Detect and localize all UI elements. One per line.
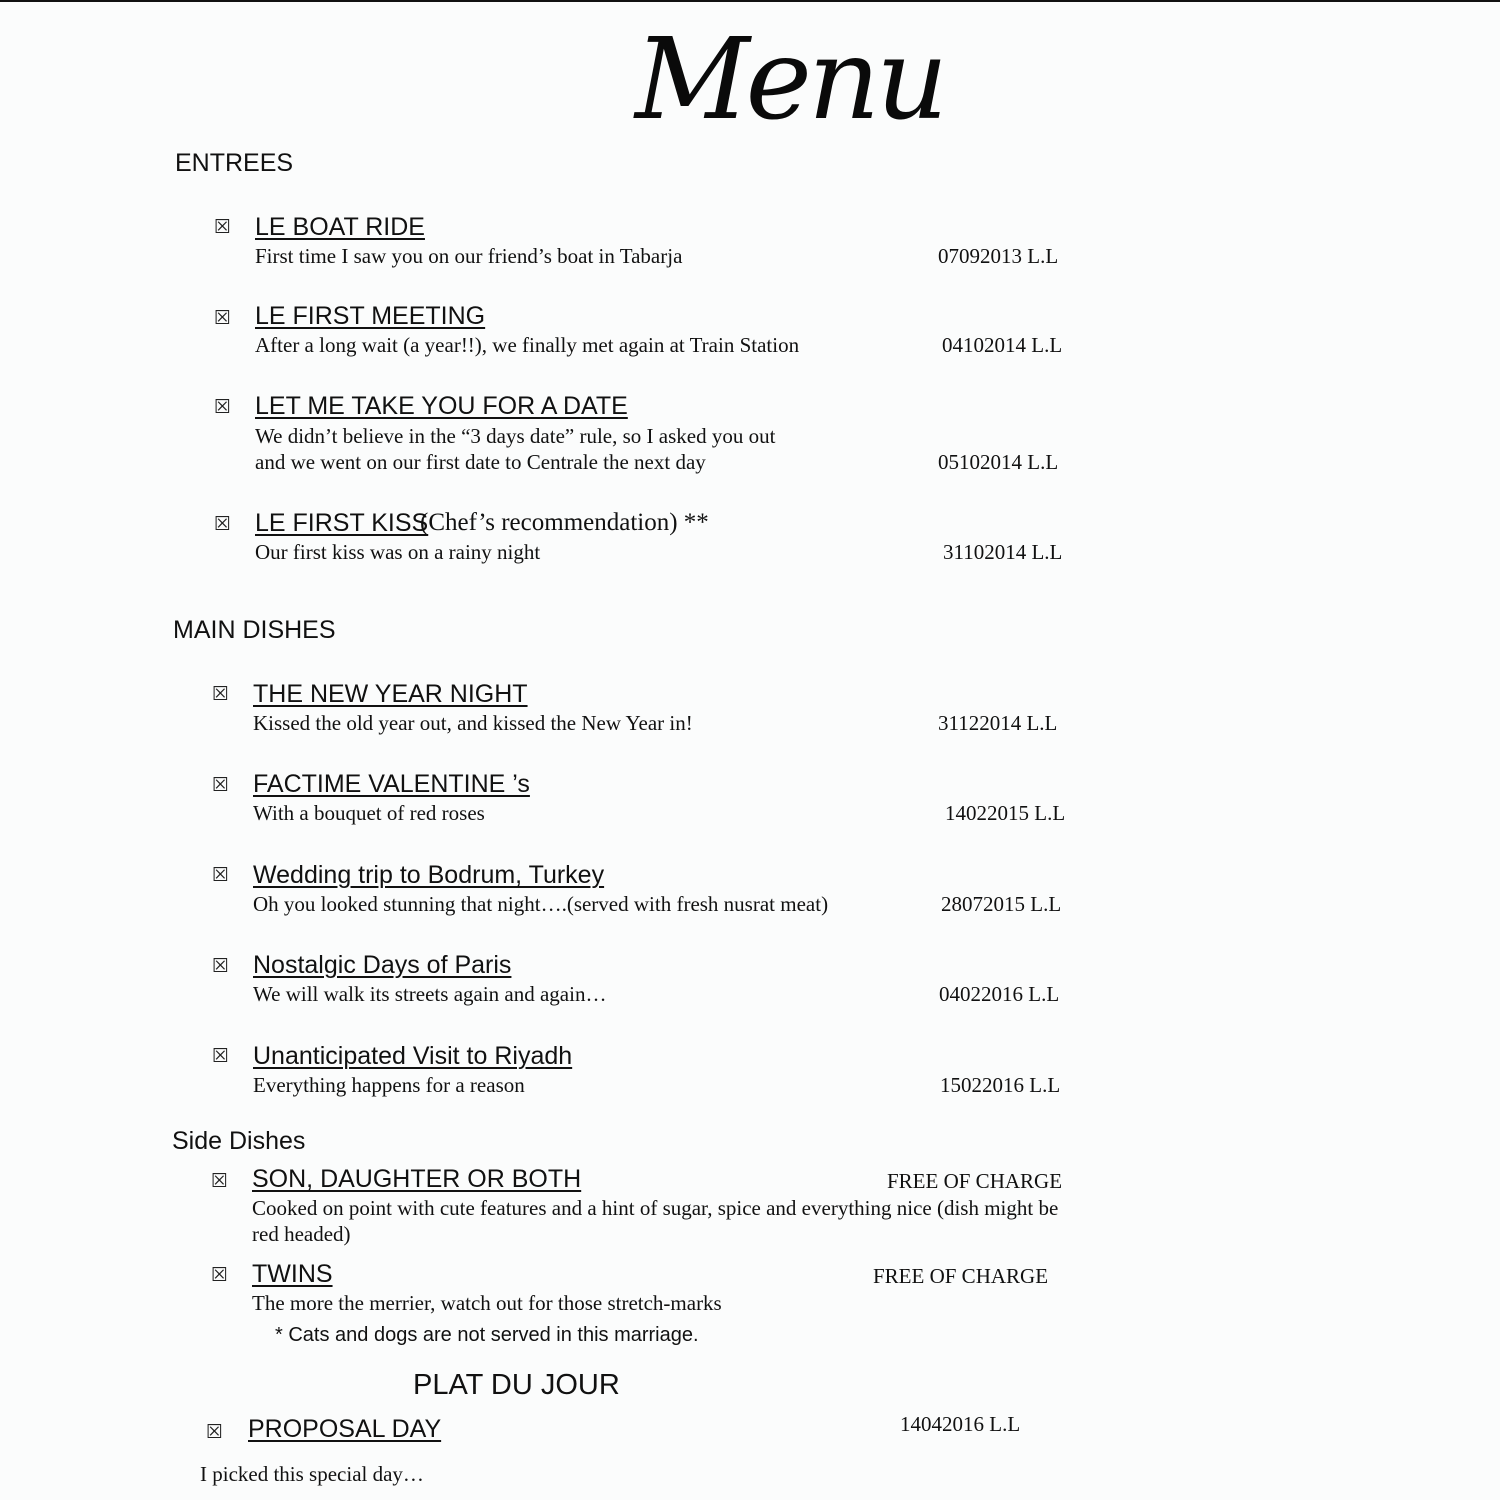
chef-recommendation-note: (Chef’s recommendation) ** bbox=[420, 509, 709, 536]
cats-dogs-footnote: * Cats and dogs are not served in this marriage. bbox=[275, 1324, 699, 1346]
section-heading-side-dishes: Side Dishes bbox=[172, 1127, 306, 1155]
menu-title: Menu bbox=[635, 15, 945, 145]
side-description-son-daughter: Cooked on point with cute features and a hint of sugar, spice and everything nice (dish might be red headed) bbox=[252, 1196, 1059, 1246]
entree-title-first-kiss: LE FIRST KISS bbox=[255, 509, 429, 537]
side-description-twins: The more the merrier, watch out for those stretch-marks bbox=[252, 1291, 722, 1315]
main-title-new-year: THE NEW YEAR NIGHT bbox=[253, 680, 528, 708]
main-description-new-year: Kissed the old year out, and kissed the New Year in! bbox=[253, 711, 693, 735]
main-description-valentine: With a bouquet of red roses bbox=[253, 801, 485, 825]
checkbox-icon: ☒ bbox=[206, 1421, 224, 1443]
main-price-valentine: 14022015 L.L bbox=[945, 801, 1066, 825]
entree-description-first-kiss: Our first kiss was on a rainy night bbox=[255, 540, 541, 564]
entree-description-boat-ride: First time I saw you on our friend’s boat in Tabarja bbox=[255, 244, 683, 268]
entree-price-first-meeting: 04102014 L.L bbox=[942, 333, 1063, 357]
entree-title-boat-ride: LE BOAT RIDE bbox=[255, 213, 425, 241]
main-title-bodrum: Wedding trip to Bodrum, Turkey bbox=[253, 861, 605, 889]
plat-description-proposal-day: I picked this special day… bbox=[200, 1462, 424, 1486]
entree-description-first-meeting: After a long wait (a year!!), we finally met again at Train Station bbox=[255, 333, 800, 357]
checkbox-icon: ☒ bbox=[214, 216, 232, 238]
section-heading-main-dishes: MAIN DISHES bbox=[173, 616, 336, 644]
main-price-paris: 04022016 L.L bbox=[939, 982, 1060, 1006]
side-title-twins: TWINS bbox=[252, 1260, 333, 1288]
side-price-twins: FREE OF CHARGE bbox=[873, 1264, 1049, 1288]
top-border-line bbox=[0, 0, 1500, 2]
checkbox-icon: ☒ bbox=[212, 683, 230, 705]
main-description-riyadh: Everything happens for a reason bbox=[253, 1073, 525, 1097]
main-price-bodrum: 28072015 L.L bbox=[941, 892, 1062, 916]
entree-price-boat-ride: 07092013 L.L bbox=[938, 244, 1059, 268]
main-description-paris: We will walk its streets again and again… bbox=[253, 982, 607, 1006]
checkbox-icon: ☒ bbox=[214, 396, 232, 418]
section-heading-entrees: ENTREES bbox=[175, 149, 294, 177]
checkbox-icon: ☒ bbox=[211, 1264, 229, 1286]
entree-description-first-date-line-2: and we went on our first date to Centrale the next day bbox=[255, 450, 706, 474]
plat-price-proposal-day: 14042016 L.L bbox=[900, 1412, 1021, 1436]
checkbox-icon: ☒ bbox=[212, 955, 230, 977]
entree-description-first-date-line-1: We didn’t believe in the “3 days date” rule, so I asked you out bbox=[255, 424, 776, 448]
checkbox-icon: ☒ bbox=[214, 307, 232, 329]
main-title-paris: Nostalgic Days of Paris bbox=[253, 951, 512, 979]
entree-price-first-kiss: 31102014 L.L bbox=[943, 540, 1063, 564]
section-heading-plat-du-jour: PLAT DU JOUR bbox=[413, 1369, 620, 1401]
plat-title-proposal-day: PROPOSAL DAY bbox=[248, 1415, 442, 1443]
side-price-son-daughter: FREE OF CHARGE bbox=[887, 1169, 1063, 1193]
main-description-bodrum: Oh you looked stunning that night….(served with fresh nusrat meat) bbox=[253, 892, 829, 916]
main-price-riyadh: 15022016 L.L bbox=[940, 1073, 1061, 1097]
main-title-valentine: FACTIME VALENTINE ’s bbox=[253, 770, 530, 798]
main-price-new-year: 31122014 L.L bbox=[938, 711, 1058, 735]
entree-title-first-date: LET ME TAKE YOU FOR A DATE bbox=[255, 392, 628, 420]
side-title-son-daughter: SON, DAUGHTER OR BOTH bbox=[252, 1165, 582, 1193]
entree-price-first-date: 05102014 L.L bbox=[938, 450, 1059, 474]
entree-title-first-meeting: LE FIRST MEETING bbox=[255, 302, 486, 330]
checkbox-icon: ☒ bbox=[212, 774, 230, 796]
checkbox-icon: ☒ bbox=[212, 864, 230, 886]
checkbox-icon: ☒ bbox=[211, 1170, 229, 1192]
checkbox-icon: ☒ bbox=[214, 513, 232, 535]
main-title-riyadh: Unanticipated Visit to Riyadh bbox=[253, 1042, 573, 1070]
checkbox-icon: ☒ bbox=[212, 1045, 230, 1067]
